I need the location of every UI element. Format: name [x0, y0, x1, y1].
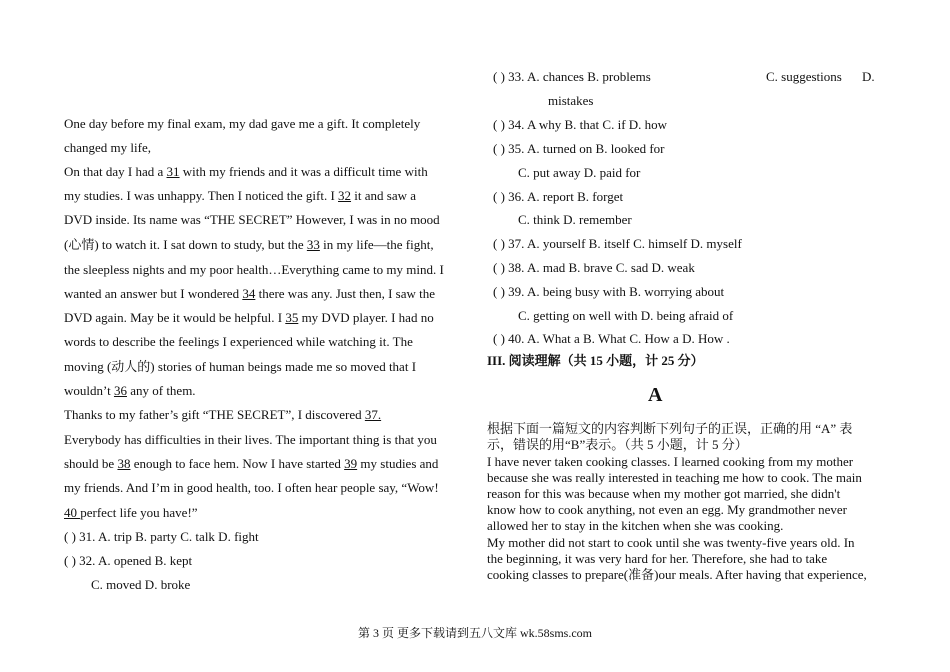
- question-39: ( ) 39. A. being busy with B. worrying about: [493, 284, 725, 299]
- blank-31: 31: [166, 164, 180, 179]
- passage-line-16: my friends. And I’m in good health, too. I often hear people say, “Wow!: [64, 480, 439, 495]
- blank-37: 37.: [364, 407, 382, 422]
- text: it and saw a: [351, 188, 417, 203]
- passage-line-14: Everybody has difficulties in their lives. The important thing is that you: [64, 432, 437, 447]
- passage-line-1: One day before my final exam, my dad gave me a gift. It completely: [64, 116, 421, 131]
- question-34: ( ) 34. A why B. that C. if D. how: [493, 117, 668, 132]
- passage-line-11: moving (动人的) stories of human beings made me so moved that I: [64, 359, 417, 374]
- text: my studies. I was unhappy. Then I noticed the gift. I: [64, 188, 339, 203]
- instruction-line-1: 根据下面一篇短文的内容判断下列句子的正误，正确的用 “A” 表: [487, 421, 853, 436]
- text: On that day I had a: [64, 164, 167, 179]
- passage-line-17: [64, 505, 198, 521]
- blank-33: 33: [306, 237, 320, 252]
- blank-40: 40: [64, 505, 81, 520]
- reading-line-7: the beginning, it was very hard for her. Therefore, she had to take: [487, 551, 828, 566]
- question-32: ( ) 32. A. opened B. kept: [64, 553, 193, 568]
- question-37: ( ) 37. A. yourself B. itself C. himself D. myself: [493, 236, 742, 251]
- passage-line-8: [64, 286, 435, 302]
- passage-line-6: [64, 237, 434, 253]
- reading-line-2: because she was really interested in teaching me how to cook. The main: [487, 470, 862, 485]
- passage-line-4: [64, 188, 416, 204]
- passage-line-13: [64, 407, 381, 423]
- text: any of them.: [126, 383, 196, 398]
- question-33: ( ) 33. A. chances B. problems: [493, 69, 651, 84]
- passage-line-5: DVD inside. Its name was “THE SECRET” However, I was in no mood: [64, 212, 440, 227]
- reading-line-1: I have never taken cooking classes. I learned cooking from my mother: [487, 454, 854, 469]
- passage-line-7: the sleepless nights and my poor health…Everything came to my mind. I: [64, 262, 444, 277]
- text: in my life—the fight,: [319, 237, 434, 252]
- reading-line-4: know how to cook anything, not even an egg. My grandmother never: [487, 502, 847, 517]
- text: there was any. Just then, I saw the: [255, 286, 435, 301]
- passage-line-2: changed my life,: [64, 140, 151, 155]
- passage-line-15: [64, 456, 438, 472]
- section-heading: III. 阅读理解（共 15 小题，计 25 分）: [487, 353, 704, 368]
- question-36: ( ) 36. A. report B. forget: [493, 189, 624, 204]
- question-35-options-cd: C. put away D. paid for: [518, 165, 641, 180]
- text: (心情) to watch it. I sat down to study, but the: [64, 237, 307, 252]
- question-33-option-c: C. suggestions: [766, 69, 842, 84]
- question-35: ( ) 35. A. turned on B. looked for: [493, 141, 665, 156]
- passage-letter: A: [648, 384, 663, 406]
- instruction-line-2: 示，错误的用“B”表示。（共 5 小题，计 5 分）: [487, 437, 748, 452]
- passage-line-10: words to describe the feelings I experienced while watching it. The: [64, 334, 413, 349]
- question-33-option-d: D.: [862, 69, 875, 84]
- reading-line-3: reason for this was because when my mother got married, she didn't: [487, 486, 841, 501]
- blank-35: 35: [285, 310, 299, 325]
- question-33-option-d-text: mistakes: [548, 93, 594, 108]
- question-39-options-cd: C. getting on well with D. being afraid of: [518, 308, 734, 323]
- question-40: ( ) 40. A. What a B. What C. How a D. How .: [493, 331, 730, 346]
- question-32-options-cd: C. moved D. broke: [91, 577, 191, 592]
- text: enough to face hem. Now I have started: [130, 456, 345, 471]
- text: wanted an answer but I wondered: [64, 286, 243, 301]
- reading-line-5: allowed her to stay in the kitchen when she was cooking.: [487, 518, 784, 533]
- text: perfect life you have!”: [80, 505, 198, 520]
- text: with my friends and it was a difficult time with: [179, 164, 428, 179]
- blank-32: 32: [338, 188, 352, 203]
- question-36-options-cd: C. think D. remember: [518, 212, 632, 227]
- text: DVD again. May be it would be helpful. I: [64, 310, 286, 325]
- text: my DVD player. I had no: [298, 310, 434, 325]
- blank-34: 34: [242, 286, 256, 301]
- blank-38: 38: [117, 456, 131, 471]
- page-footer: 第 3 页 更多下载请到五八文库 wk.58sms.com: [357, 626, 592, 640]
- passage-line-9: [64, 310, 434, 326]
- blank-36: 36: [113, 383, 127, 398]
- text: wouldn’t: [64, 383, 114, 398]
- passage-line-3: [64, 164, 428, 180]
- reading-line-8: cooking classes to prepare(准备)our meals. After having that experience,: [487, 567, 867, 582]
- text: should be: [64, 456, 118, 471]
- passage-line-12: [64, 383, 196, 399]
- blank-39: 39: [344, 456, 358, 471]
- question-31: ( ) 31. A. trip B. party C. talk D. fight: [64, 529, 259, 544]
- reading-line-6: My mother did not start to cook until she was twenty-five years old. In: [487, 535, 855, 550]
- question-38: ( ) 38. A. mad B. brave C. sad D. weak: [493, 260, 695, 275]
- text: my studies and: [357, 456, 439, 471]
- text: Thanks to my father’s gift “THE SECRET”, I discovered: [64, 407, 365, 422]
